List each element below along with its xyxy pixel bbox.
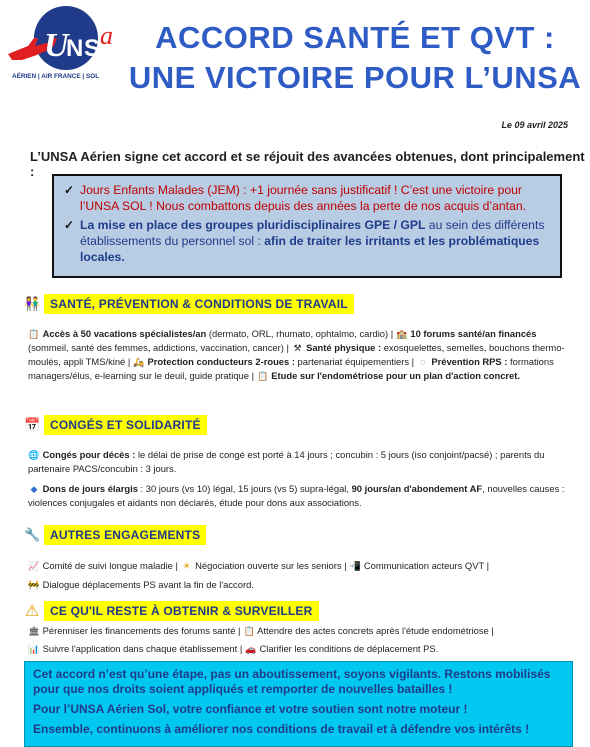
sante-item-bold: Santé physique : <box>306 342 382 353</box>
closing-line: Pour l’UNSA Aérien Sol, votre confiance et votre soutien sont notre moteur ! <box>33 702 468 716</box>
section-label-reste: CE QU'IL RESTE À OBTENIR & SURVEILLER <box>44 601 319 621</box>
sante-item-bold: Protection conducteurs 2-roues : <box>147 356 295 367</box>
tools-icon: ⚒ <box>293 343 302 353</box>
calendar-icon: 📅 <box>24 417 41 432</box>
barrier-icon: 🚧 <box>28 580 40 590</box>
sante-item-text: formations managers/élus, e-learning sur le deuil, guide pratique | <box>28 356 554 381</box>
logo-letter-a: a <box>100 21 113 50</box>
checkmark-icon: ✓ <box>64 218 75 232</box>
autres-seniors: Négociation ouverte sur les seniors | <box>195 560 350 571</box>
clipboard-icon: 📋 <box>257 371 269 381</box>
section-label-sante: SANTÉ, PRÉVENTION & CONDITIONS DE TRAVAIL <box>44 294 354 314</box>
reste-endometriose: Attendre des actes concrets après l'étude endométriose | <box>257 625 494 636</box>
sante-item-bold: Etude sur l'endométriose pour un plan d'action concret. <box>271 370 520 381</box>
warning-icon: ⚠ <box>24 603 40 620</box>
conges-paragraph-dons <box>28 482 576 510</box>
conges-deces-text: le délai de prise de congé est porté à 14 jours ; concubin : 5 jours (iso conjoint/pacsé) ; parents du partenaire PACS/concubin : 3 jours. <box>28 449 545 474</box>
chart-icon: 📊 <box>28 644 40 654</box>
reste-application: Suivre l'application dans chaque établissement | <box>42 643 245 654</box>
logo-letter-n: N <box>66 35 84 62</box>
clipboard-icon: 📋 <box>243 626 255 636</box>
building-icon: 🏫 <box>396 329 408 339</box>
bank-icon: 🏛 <box>28 626 40 636</box>
closing-line: Cet accord n’est qu’une étape, pas un aboutissement, soyons vigilants. Restons mobilisés pour que nos droits soient appliqués et remporter de nouvelles batailles ! <box>33 667 551 696</box>
conges-dons-bold-b: 90 jours/an d'abondement AF <box>351 483 483 494</box>
reste-forums: Pérenniser les financements des forums santé | <box>42 625 244 636</box>
sante-item-text: exosquelettes, semelles, bouchons thermo-moulés, appli TMS/kiné | <box>28 342 565 367</box>
unsa-logo <box>4 4 124 82</box>
phone-icon: 📲 <box>349 561 361 571</box>
highlight-item <box>62 182 550 214</box>
chart-icon: 📈 <box>28 561 40 571</box>
highlight-box <box>52 174 562 278</box>
autres-line1 <box>28 559 576 573</box>
sante-item-bold: Accès à 50 vacations spécialistes/an <box>42 328 207 339</box>
motorbike-icon: 🛵 <box>133 357 145 367</box>
page-title-line2: UNE VICTOIRE POUR L’UNSA <box>128 60 582 95</box>
unsa-logo-graphic <box>4 4 124 82</box>
globe-icon: 🌐 <box>28 450 40 460</box>
section-header-sante <box>24 293 354 315</box>
conges-paragraph-deces <box>28 448 576 476</box>
wrench-icon: 🔧 <box>24 527 41 542</box>
section-label-autres: AUTRES ENGAGEMENTS <box>44 525 206 545</box>
highlight-gpe-part2: au sein des différents établissements du personnel sol : <box>80 218 545 248</box>
sante-item-text: (dermato, ORL, rhumato, ophtalmo, cardio) | <box>206 328 396 339</box>
checkmark-icon: ✓ <box>64 183 75 197</box>
reste-deplacement: Clarifier les conditions de déplacement PS. <box>259 643 439 654</box>
highlight-item <box>62 217 550 265</box>
logo-caption: AÉRIEN | AIR FRANCE | SOL <box>12 73 100 80</box>
conges-dons-bold: Dons de jours élargis <box>42 483 138 494</box>
intro-text: L’UNSA Aérien signe cet accord et se réjouit des avancées obtenues, dont principalement : <box>30 149 585 179</box>
motorbike-icon: 🚗 <box>245 644 257 654</box>
sun-icon: ☀ <box>182 561 191 571</box>
conges-deces-bold: Congés pour décès : <box>42 449 136 460</box>
closing-line: Ensemble, continuons à améliorer nos conditions de travail et à défendre vos intérêts ! <box>33 722 530 736</box>
autres-communication: Communication acteurs QVT | <box>363 560 490 571</box>
section-header-conges <box>24 414 207 436</box>
sante-item-bold: Prévention RPS : <box>431 356 508 367</box>
autres-dialogue: Dialogue déplacements PS avant la fin de l'accord. <box>42 579 254 590</box>
section-header-reste <box>24 600 319 622</box>
sante-item-text: (sommeil, santé des femmes, addictions, vaccination, cancer) | <box>28 342 292 353</box>
conges-dons-text-b: , nouvelles causes : violences conjugales et aidants non déclarés, étude pour dons aux associations. <box>28 483 565 508</box>
conges-dons-text-a: : 30 jours (vs 10) légal, 15 jours (vs 5) supra-légal, <box>137 483 352 494</box>
section-body-sante <box>28 327 576 383</box>
document-date: Le 09 avril 2025 <box>501 120 568 130</box>
reste-line2 <box>28 642 576 656</box>
page-title-line1: ACCORD SANTÉ ET QVT : <box>155 20 555 55</box>
autres-comite: Comité de suivi longue maladie | <box>42 560 181 571</box>
highlight-jem-text: Jours Enfants Malades (JEM) : +1 journée sans justificatif ! C’est une victoire pour l’UNSA SOL ! Nous combattons depuis des années la perte de nos acquis d’antan. <box>80 183 527 213</box>
logo-letter-u: U <box>44 27 69 64</box>
clipboard-icon: 📋 <box>28 329 40 339</box>
reste-line1 <box>28 624 576 638</box>
people-icon: 👫 <box>24 296 41 311</box>
speech-bubble-icon: ◌ <box>420 357 426 367</box>
closing-box <box>24 661 573 747</box>
sante-item-bold: 10 forums santé/an financés <box>410 328 537 339</box>
sante-item-text: partenariat équipementiers | <box>294 356 417 367</box>
diamond-icon: ◆ <box>30 484 38 494</box>
section-label-conges: CONGÉS ET SOLIDARITÉ <box>44 415 207 435</box>
logo-letter-s: S <box>84 35 101 62</box>
highlight-gpe-part3: afin de traiter les irritants et les problématiques locales. <box>80 234 540 264</box>
autres-line2 <box>28 578 576 592</box>
section-header-autres <box>24 524 206 546</box>
highlight-gpe-part1: La mise en place des groupes pluridisciplinaires GPE / GPL <box>80 218 426 232</box>
